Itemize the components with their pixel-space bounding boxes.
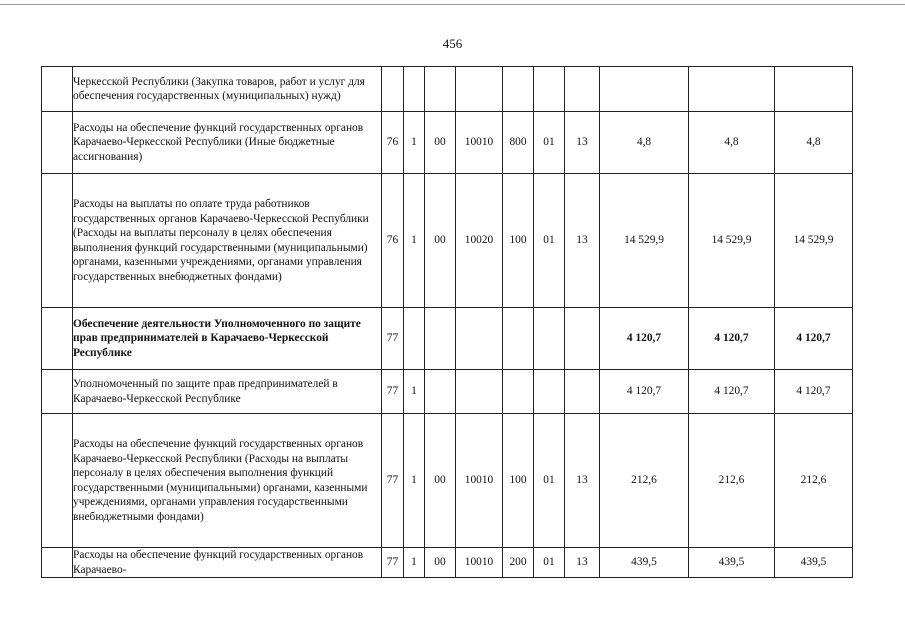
col-rz: 01: [534, 174, 565, 308]
amount-year-1: 212,6: [600, 414, 689, 548]
row-left-margin-cell: [42, 548, 73, 578]
row-left-margin-cell: [42, 414, 73, 548]
amount-year-1: 4 120,7: [600, 308, 689, 370]
col-st: [425, 370, 456, 414]
amount-year-3: 14 529,9: [775, 174, 853, 308]
col-st: [425, 308, 456, 370]
col-code: [456, 370, 503, 414]
item-name: Расходы на выплаты по оплате труда работников государственных органов Карачаево-Черкесской Республики (Расходы на выплаты персоналу в целях обеспечения выполнения функций государственными (муниципальными) органами, казенными учреждениями, органами управления государственных внебюджетных фондами): [73, 174, 382, 308]
col-pz: 13: [565, 414, 600, 548]
col-rz: 01: [534, 414, 565, 548]
amount-year-1: 439,5: [600, 548, 689, 578]
col-pr: [404, 67, 425, 112]
row-left-margin-cell: [42, 370, 73, 414]
col-gr: 77: [382, 414, 404, 548]
col-vr: [503, 67, 534, 112]
col-pz: 13: [565, 112, 600, 174]
col-rz: [534, 370, 565, 414]
top-rule: [0, 4, 905, 5]
col-st: 00: [425, 174, 456, 308]
item-name: Черкесской Республики (Закупка товаров, работ и услуг для обеспечения государственных (муниципальных) нужд): [73, 67, 382, 112]
row-left-margin-cell: [42, 112, 73, 174]
item-name: Расходы на обеспечение функций государственных органов Карачаево-Черкесской Республики (Иные бюджетные ассигнования): [73, 112, 382, 174]
col-vr: [503, 370, 534, 414]
table-row: [42, 414, 853, 548]
table-row: [42, 67, 853, 112]
budget-table: [41, 66, 853, 578]
amount-year-2: 4 120,7: [689, 370, 775, 414]
col-vr: 100: [503, 174, 534, 308]
col-pr: 1: [404, 174, 425, 308]
col-rz: [534, 67, 565, 112]
col-gr: 77: [382, 308, 404, 370]
col-vr: [503, 308, 534, 370]
col-pr: 1: [404, 548, 425, 578]
col-st: [425, 67, 456, 112]
col-vr: 100: [503, 414, 534, 548]
col-gr: 76: [382, 174, 404, 308]
col-rz: 01: [534, 548, 565, 578]
item-name: Обеспечение деятельности Уполномоченного по защите прав предпринимателей в Карачаево-Черкесской Республике: [73, 308, 382, 370]
amount-year-2: 4 120,7: [689, 308, 775, 370]
item-name: Расходы на обеспечение функций государственных органов Карачаево-Черкесской Республики (Расходы на выплаты персоналу в целях обеспечения выполнения функций государственными (муниципальными) органами, казенными учреждениями, органами управления государственными внебюджетными фондами): [73, 414, 382, 548]
row-left-margin-cell: [42, 174, 73, 308]
amount-year-2: [689, 67, 775, 112]
amount-year-3: 4,8: [775, 112, 853, 174]
col-vr: 200: [503, 548, 534, 578]
page-number: 456: [442, 36, 463, 51]
amount-year-1: 14 529,9: [600, 174, 689, 308]
col-st: 00: [425, 112, 456, 174]
table-row: [42, 174, 853, 308]
row-left-margin-cell: [42, 308, 73, 370]
table-row: [42, 308, 853, 370]
col-st: 00: [425, 414, 456, 548]
col-pz: 13: [565, 548, 600, 578]
amount-year-1: 4,8: [600, 112, 689, 174]
col-pr: 1: [404, 414, 425, 548]
col-pr: 1: [404, 370, 425, 414]
col-code: [456, 308, 503, 370]
col-rz: 01: [534, 112, 565, 174]
col-code: 10010: [456, 112, 503, 174]
amount-year-2: 14 529,9: [689, 174, 775, 308]
col-gr: 77: [382, 370, 404, 414]
col-gr: 76: [382, 112, 404, 174]
col-gr: [382, 67, 404, 112]
row-left-margin-cell: [42, 67, 73, 112]
amount-year-2: 4,8: [689, 112, 775, 174]
col-code: 10010: [456, 548, 503, 578]
amount-year-1: 4 120,7: [600, 370, 689, 414]
col-st: 00: [425, 548, 456, 578]
col-code: [456, 67, 503, 112]
amount-year-2: 212,6: [689, 414, 775, 548]
col-vr: 800: [503, 112, 534, 174]
col-rz: [534, 308, 565, 370]
amount-year-3: 4 120,7: [775, 370, 853, 414]
col-pz: [565, 370, 600, 414]
amount-year-3: 439,5: [775, 548, 853, 578]
table-row: [42, 112, 853, 174]
amount-year-1: [600, 67, 689, 112]
item-name: Расходы на обеспечение функций государственных органов Карачаево-: [73, 548, 382, 578]
table-row: [42, 548, 853, 578]
col-pr: [404, 308, 425, 370]
amount-year-3: 212,6: [775, 414, 853, 548]
item-name: Уполномоченный по защите прав предпринимателей в Карачаево-Черкесской Республике: [73, 370, 382, 414]
amount-year-3: [775, 67, 853, 112]
table-row: [42, 370, 853, 414]
col-gr: 77: [382, 548, 404, 578]
amount-year-2: 439,5: [689, 548, 775, 578]
col-code: 10020: [456, 174, 503, 308]
col-pz: [565, 67, 600, 112]
col-pz: [565, 308, 600, 370]
amount-year-3: 4 120,7: [775, 308, 853, 370]
col-pr: 1: [404, 112, 425, 174]
col-pz: 13: [565, 174, 600, 308]
col-code: 10010: [456, 414, 503, 548]
